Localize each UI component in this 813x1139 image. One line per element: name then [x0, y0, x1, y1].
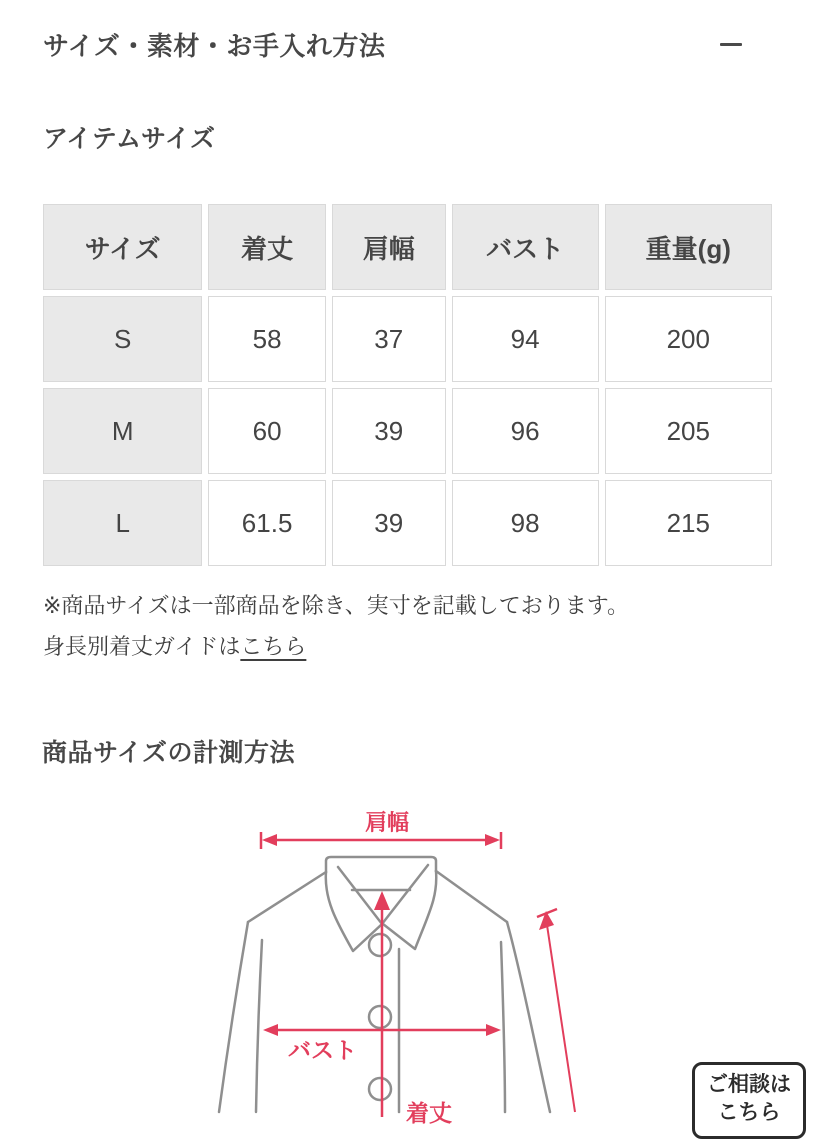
size-row-label: L [40, 477, 205, 569]
header-bust: バスト [449, 201, 602, 293]
size-value-cell: 37 [329, 293, 449, 385]
size-value-cell: 98 [449, 477, 602, 569]
size-value-cell: 61.5 [205, 477, 328, 569]
size-value-cell: 39 [329, 477, 449, 569]
table-row-s [40, 293, 775, 385]
accordion-title: サイズ・素材・お手入れ方法 [43, 31, 386, 61]
size-value-cell: 200 [602, 293, 775, 385]
arrowhead [262, 834, 277, 846]
table-row-l [40, 477, 775, 569]
size-value-cell: 215 [602, 477, 775, 569]
size-table-header-row [40, 201, 775, 293]
consult-badge-line1: ご相談は [707, 1073, 791, 1096]
height-length-guide-link[interactable]: こちら [240, 634, 307, 659]
bust-label: バスト [288, 1037, 357, 1063]
size-row-label: M [40, 385, 205, 477]
length-label: 着丈 [406, 1100, 452, 1126]
arrowhead [485, 834, 500, 846]
size-value-cell: 58 [205, 293, 328, 385]
header-weight: 重量(g) [602, 201, 775, 293]
measurement-method-heading: 商品サイズの計測方法 [42, 739, 296, 767]
measurement-diagram [0, 807, 813, 1126]
size-value-cell: 39 [329, 385, 449, 477]
size-value-cell: 60 [205, 385, 328, 477]
actual-size-note: ※商品サイズは一部商品を除き、実寸を記載しております。 [43, 593, 630, 618]
guide-note-text: 身長別着丈ガイドは [43, 634, 241, 659]
collapse-minus-icon[interactable] [720, 43, 742, 46]
header-shoulder: 肩幅 [329, 201, 449, 293]
size-value-cell: 205 [602, 385, 775, 477]
header-length: 着丈 [205, 201, 328, 293]
item-size-heading: アイテムサイズ [43, 125, 216, 153]
size-table [40, 201, 775, 569]
jacket-outline [219, 857, 550, 1112]
header-size: サイズ [40, 201, 205, 293]
table-row-m [40, 385, 775, 477]
shoulder-width-label: 肩幅 [364, 810, 410, 835]
size-material-care-accordion[interactable] [43, 26, 771, 63]
size-value-cell: 96 [449, 385, 602, 477]
size-row-label: S [40, 293, 205, 385]
length-measure-line [374, 891, 390, 1117]
consult-badge-line2: こちら [717, 1101, 781, 1125]
consult-link-badge[interactable] [692, 1062, 806, 1139]
product-size-section [0, 26, 813, 1126]
length-guide-note [43, 630, 770, 663]
size-value-cell: 94 [449, 293, 602, 385]
